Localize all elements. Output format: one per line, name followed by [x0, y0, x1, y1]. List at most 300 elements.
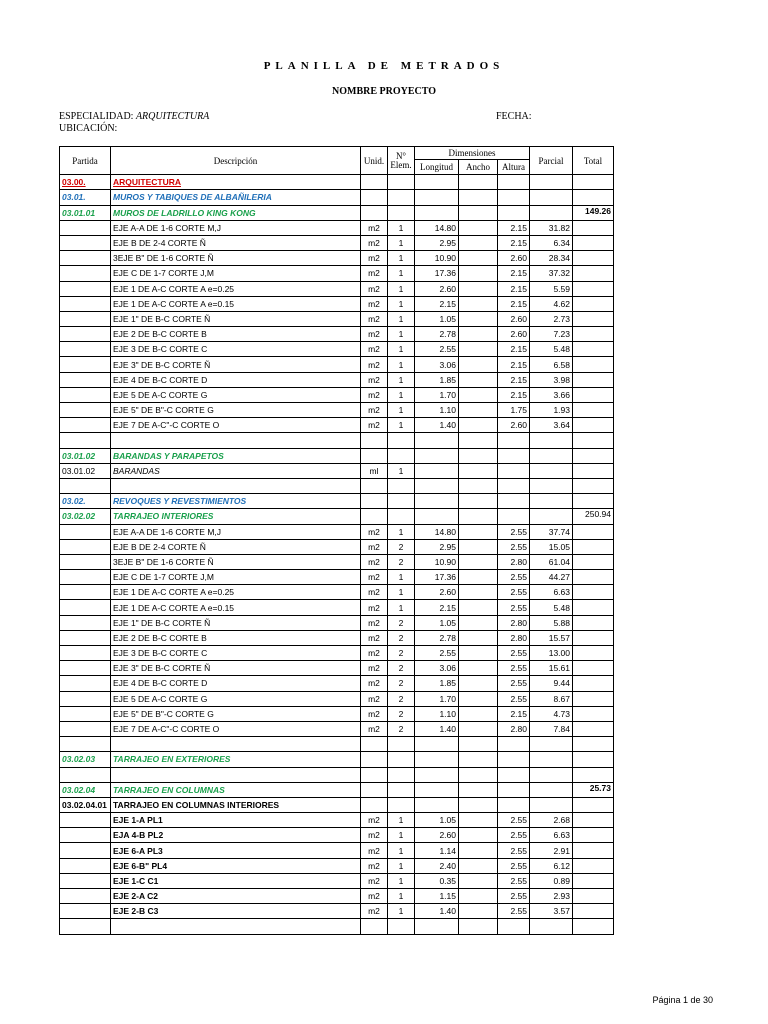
- partida-cell: [60, 327, 111, 342]
- total-cell: [573, 873, 614, 888]
- unid-cell: [361, 190, 388, 205]
- longitud-cell: [415, 509, 459, 524]
- altura-cell: 2.55: [498, 889, 530, 904]
- altura-cell: 2.55: [498, 904, 530, 919]
- table-row: [60, 220, 614, 235]
- document-title: PLANILLA DE METRADOS: [263, 60, 505, 72]
- descripcion-cell: EJE A-A DE 1-6 CORTE M,J: [111, 220, 361, 235]
- table-row: [60, 357, 614, 372]
- unid-cell: m2: [361, 266, 388, 281]
- parcial-cell: 6.12: [530, 858, 573, 873]
- ubicacion-label: UBICACIÓN:: [59, 123, 118, 134]
- parcial-cell: 7.23: [530, 327, 573, 342]
- altura-cell: [498, 509, 530, 524]
- total-cell: [573, 448, 614, 463]
- descripcion-cell: EJE 7 DE A-C"-C CORTE O: [111, 721, 361, 736]
- table-row: [60, 585, 614, 600]
- unid-cell: [361, 448, 388, 463]
- unid-cell: m2: [361, 372, 388, 387]
- altura-cell: 2.80: [498, 615, 530, 630]
- unid-cell: m2: [361, 615, 388, 630]
- partida-cell: [60, 646, 111, 661]
- parcial-cell: [530, 190, 573, 205]
- total-cell: [573, 585, 614, 600]
- longitud-cell: 10.90: [415, 554, 459, 569]
- partida-cell: [60, 433, 111, 448]
- longitud-cell: 2.55: [415, 342, 459, 357]
- partida-cell: [60, 873, 111, 888]
- altura-cell: [498, 175, 530, 190]
- table-row: [60, 494, 614, 509]
- table-row: [60, 630, 614, 645]
- total-cell: [573, 721, 614, 736]
- longitud-cell: 2.95: [415, 539, 459, 554]
- altura-cell: 2.55: [498, 585, 530, 600]
- table-row: [60, 372, 614, 387]
- partida-cell: [60, 676, 111, 691]
- elem-cell: 1: [388, 251, 415, 266]
- col-partida: Partida: [60, 147, 111, 175]
- partida-cell: 03.02.04.01: [60, 797, 111, 812]
- partida-cell: [60, 539, 111, 554]
- longitud-cell: 1.14: [415, 843, 459, 858]
- ancho-cell: [459, 889, 498, 904]
- descripcion-cell: EJE 1" DE B-C CORTE Ñ: [111, 311, 361, 326]
- elem-cell: [388, 478, 415, 493]
- elem-cell: [388, 448, 415, 463]
- parcial-cell: [530, 797, 573, 812]
- longitud-cell: [415, 919, 459, 934]
- descripcion-cell: REVOQUES Y REVESTIMIENTOS: [111, 494, 361, 509]
- parcial-cell: 13.00: [530, 646, 573, 661]
- unid-cell: [361, 752, 388, 767]
- partida-cell: 03.00.: [60, 175, 111, 190]
- parcial-cell: 2.91: [530, 843, 573, 858]
- altura-cell: 2.15: [498, 235, 530, 250]
- descripcion-cell: EJE 4 DE B-C CORTE D: [111, 372, 361, 387]
- table-row: [60, 554, 614, 569]
- total-cell: [573, 494, 614, 509]
- unid-cell: m2: [361, 858, 388, 873]
- altura-cell: 2.55: [498, 813, 530, 828]
- descripcion-cell: EJE 6-A PL3: [111, 843, 361, 858]
- unid-cell: m2: [361, 327, 388, 342]
- partida-cell: [60, 904, 111, 919]
- altura-cell: [498, 752, 530, 767]
- altura-cell: 2.15: [498, 372, 530, 387]
- unid-cell: m2: [361, 813, 388, 828]
- ancho-cell: [459, 463, 498, 478]
- longitud-cell: 2.40: [415, 858, 459, 873]
- unid-cell: m2: [361, 585, 388, 600]
- table-row: [60, 387, 614, 402]
- total-cell: [573, 478, 614, 493]
- unid-cell: m2: [361, 281, 388, 296]
- descripcion-cell: EJE 5" DE B"-C CORTE G: [111, 403, 361, 418]
- parcial-cell: 28.34: [530, 251, 573, 266]
- descripcion-cell: EJE 2 DE B-C CORTE B: [111, 630, 361, 645]
- ancho-cell: [459, 478, 498, 493]
- unid-cell: m2: [361, 296, 388, 311]
- partida-cell: [60, 478, 111, 493]
- altura-cell: 2.80: [498, 630, 530, 645]
- elem-cell: 2: [388, 615, 415, 630]
- longitud-cell: 2.60: [415, 828, 459, 843]
- partida-cell: [60, 554, 111, 569]
- longitud-cell: 1.05: [415, 813, 459, 828]
- ancho-cell: [459, 418, 498, 433]
- total-cell: [573, 524, 614, 539]
- altura-cell: [498, 190, 530, 205]
- descripcion-cell: 3EJE B" DE 1-6 CORTE Ñ: [111, 251, 361, 266]
- descripcion-cell: EJE 6-B" PL4: [111, 858, 361, 873]
- altura-cell: 2.80: [498, 554, 530, 569]
- unid-cell: ml: [361, 463, 388, 478]
- ancho-cell: [459, 615, 498, 630]
- altura-cell: 2.15: [498, 266, 530, 281]
- parcial-cell: 37.32: [530, 266, 573, 281]
- descripcion-cell: EJE 5 DE A-C CORTE G: [111, 387, 361, 402]
- descripcion-cell: TARRAJEO EN COLUMNAS INTERIORES: [111, 797, 361, 812]
- total-cell: [573, 372, 614, 387]
- total-cell: [573, 327, 614, 342]
- total-cell: [573, 889, 614, 904]
- partida-cell: [60, 570, 111, 585]
- partida-cell: 03.01.02: [60, 448, 111, 463]
- elem-cell: [388, 752, 415, 767]
- table-row: [60, 646, 614, 661]
- altura-cell: 2.60: [498, 327, 530, 342]
- ancho-cell: [459, 858, 498, 873]
- partida-cell: [60, 706, 111, 721]
- table-row: [60, 448, 614, 463]
- parcial-cell: 5.59: [530, 281, 573, 296]
- altura-cell: 2.15: [498, 281, 530, 296]
- partida-cell: 03.02.03: [60, 752, 111, 767]
- ancho-cell: [459, 721, 498, 736]
- total-cell: [573, 357, 614, 372]
- unid-cell: [361, 737, 388, 752]
- parcial-cell: 3.64: [530, 418, 573, 433]
- descripcion-cell: [111, 767, 361, 782]
- elem-cell: 2: [388, 721, 415, 736]
- ancho-cell: [459, 661, 498, 676]
- partida-cell: [60, 843, 111, 858]
- partida-cell: [60, 858, 111, 873]
- longitud-cell: 1.85: [415, 372, 459, 387]
- table-row: [60, 478, 614, 493]
- table-row: [60, 251, 614, 266]
- elem-cell: 1: [388, 357, 415, 372]
- elem-cell: 2: [388, 706, 415, 721]
- ancho-cell: [459, 175, 498, 190]
- parcial-cell: 8.67: [530, 691, 573, 706]
- elem-cell: 1: [388, 813, 415, 828]
- table-row: [60, 615, 614, 630]
- parcial-cell: 2.73: [530, 311, 573, 326]
- table-row: [60, 782, 614, 797]
- ancho-cell: [459, 539, 498, 554]
- ancho-cell: [459, 524, 498, 539]
- total-cell: [573, 615, 614, 630]
- total-cell: [573, 387, 614, 402]
- elem-cell: [388, 190, 415, 205]
- elem-cell: 1: [388, 372, 415, 387]
- unid-cell: [361, 175, 388, 190]
- col-parcial: Parcial: [530, 147, 573, 175]
- altura-cell: 2.15: [498, 387, 530, 402]
- unid-cell: m2: [361, 873, 388, 888]
- table-row: [60, 828, 614, 843]
- table-row: [60, 873, 614, 888]
- partida-cell: [60, 220, 111, 235]
- elem-cell: 1: [388, 858, 415, 873]
- altura-cell: [498, 205, 530, 220]
- total-cell: [573, 342, 614, 357]
- parcial-cell: [530, 919, 573, 934]
- descripcion-cell: EJE 2-A C2: [111, 889, 361, 904]
- especialidad-line: [59, 111, 209, 122]
- descripcion-cell: ARQUITECTURA: [111, 175, 361, 190]
- table-row: [60, 797, 614, 812]
- table-row: [60, 676, 614, 691]
- table-row: [60, 691, 614, 706]
- ancho-cell: [459, 813, 498, 828]
- parcial-cell: 15.05: [530, 539, 573, 554]
- parcial-cell: 1.93: [530, 403, 573, 418]
- partida-cell: 03.01.01: [60, 205, 111, 220]
- parcial-cell: 0.89: [530, 873, 573, 888]
- parcial-cell: 6.63: [530, 828, 573, 843]
- total-cell: [573, 828, 614, 843]
- longitud-cell: [415, 797, 459, 812]
- altura-cell: 2.55: [498, 873, 530, 888]
- unid-cell: [361, 205, 388, 220]
- descripcion-cell: EJE 1 DE A-C CORTE A e=0.25: [111, 585, 361, 600]
- parcial-cell: [530, 782, 573, 797]
- partida-cell: 03.01.02: [60, 463, 111, 478]
- descripcion-cell: EJE 3 DE B-C CORTE C: [111, 342, 361, 357]
- unid-cell: m2: [361, 706, 388, 721]
- ancho-cell: [459, 873, 498, 888]
- elem-cell: 2: [388, 691, 415, 706]
- altura-cell: [498, 478, 530, 493]
- ancho-cell: [459, 281, 498, 296]
- partida-cell: [60, 585, 111, 600]
- partida-cell: [60, 281, 111, 296]
- descripcion-cell: EJE C DE 1-7 CORTE J,M: [111, 266, 361, 281]
- altura-cell: [498, 767, 530, 782]
- total-cell: [573, 797, 614, 812]
- page-number: Página 1 de 30: [652, 995, 713, 1005]
- partida-cell: [60, 296, 111, 311]
- table-row: [60, 813, 614, 828]
- altura-cell: 2.15: [498, 296, 530, 311]
- longitud-cell: 1.40: [415, 418, 459, 433]
- ancho-cell: [459, 706, 498, 721]
- altura-cell: 2.15: [498, 706, 530, 721]
- ancho-cell: [459, 691, 498, 706]
- descripcion-cell: EJE C DE 1-7 CORTE J,M: [111, 570, 361, 585]
- longitud-cell: 2.55: [415, 646, 459, 661]
- total-cell: [573, 220, 614, 235]
- table-row: [60, 311, 614, 326]
- longitud-cell: 2.15: [415, 296, 459, 311]
- partida-cell: 03.02.: [60, 494, 111, 509]
- elem-cell: 1: [388, 311, 415, 326]
- longitud-cell: [415, 433, 459, 448]
- partida-cell: [60, 615, 111, 630]
- parcial-cell: [530, 433, 573, 448]
- ancho-cell: [459, 585, 498, 600]
- longitud-cell: [415, 205, 459, 220]
- longitud-cell: [415, 752, 459, 767]
- parcial-cell: 9.44: [530, 676, 573, 691]
- table-row: [60, 296, 614, 311]
- longitud-cell: 17.36: [415, 570, 459, 585]
- total-cell: [573, 266, 614, 281]
- unid-cell: m2: [361, 554, 388, 569]
- partida-cell: 03.02.04: [60, 782, 111, 797]
- parcial-cell: 44.27: [530, 570, 573, 585]
- altura-cell: 2.55: [498, 676, 530, 691]
- altura-cell: [498, 494, 530, 509]
- partida-cell: [60, 403, 111, 418]
- elem-cell: 1: [388, 266, 415, 281]
- unid-cell: m2: [361, 311, 388, 326]
- longitud-cell: 17.36: [415, 266, 459, 281]
- elem-cell: 2: [388, 646, 415, 661]
- table-row: [60, 706, 614, 721]
- elem-cell: 2: [388, 554, 415, 569]
- elem-cell: 1: [388, 843, 415, 858]
- parcial-cell: 4.73: [530, 706, 573, 721]
- unid-cell: [361, 767, 388, 782]
- elem-cell: 1: [388, 403, 415, 418]
- total-cell: [573, 570, 614, 585]
- altura-cell: [498, 433, 530, 448]
- elem-cell: [388, 919, 415, 934]
- ancho-cell: [459, 296, 498, 311]
- ancho-cell: [459, 904, 498, 919]
- altura-cell: 2.15: [498, 342, 530, 357]
- table-row: [60, 463, 614, 478]
- ancho-cell: [459, 646, 498, 661]
- col-elem: N° Elem.: [388, 147, 415, 175]
- parcial-cell: 5.48: [530, 600, 573, 615]
- altura-cell: 2.55: [498, 570, 530, 585]
- col-altura: Altura: [498, 160, 530, 175]
- table-row: [60, 904, 614, 919]
- descripcion-cell: EJE 3" DE B-C CORTE Ñ: [111, 357, 361, 372]
- table-row: [60, 205, 614, 220]
- ancho-cell: [459, 782, 498, 797]
- longitud-cell: [415, 190, 459, 205]
- longitud-cell: 1.70: [415, 387, 459, 402]
- col-ancho: Ancho: [459, 160, 498, 175]
- col-total: Total: [573, 147, 614, 175]
- unid-cell: m2: [361, 235, 388, 250]
- ancho-cell: [459, 752, 498, 767]
- ancho-cell: [459, 433, 498, 448]
- table-row: [60, 175, 614, 190]
- descripcion-cell: EJE B DE 2-4 CORTE Ñ: [111, 539, 361, 554]
- elem-cell: 1: [388, 600, 415, 615]
- total-cell: [573, 418, 614, 433]
- table-row: [60, 403, 614, 418]
- unid-cell: m2: [361, 220, 388, 235]
- table-row: [60, 600, 614, 615]
- longitud-cell: [415, 175, 459, 190]
- longitud-cell: [415, 463, 459, 478]
- ancho-cell: [459, 220, 498, 235]
- parcial-cell: 6.34: [530, 235, 573, 250]
- elem-cell: [388, 782, 415, 797]
- altura-cell: 2.55: [498, 691, 530, 706]
- descripcion-cell: EJE 1 DE A-C CORTE A e=0.25: [111, 281, 361, 296]
- total-cell: [573, 752, 614, 767]
- descripcion-cell: EJA 4-B PL2: [111, 828, 361, 843]
- elem-cell: 1: [388, 235, 415, 250]
- partida-cell: [60, 721, 111, 736]
- altura-cell: 2.55: [498, 828, 530, 843]
- longitud-cell: 1.10: [415, 403, 459, 418]
- unid-cell: [361, 509, 388, 524]
- parcial-cell: 15.61: [530, 661, 573, 676]
- unid-cell: m2: [361, 357, 388, 372]
- partida-cell: [60, 661, 111, 676]
- total-cell: [573, 630, 614, 645]
- parcial-cell: [530, 737, 573, 752]
- total-cell: [573, 251, 614, 266]
- total-cell: [573, 190, 614, 205]
- longitud-cell: 14.80: [415, 220, 459, 235]
- partida-cell: [60, 418, 111, 433]
- table-row: [60, 737, 614, 752]
- altura-cell: 2.60: [498, 311, 530, 326]
- ancho-cell: [459, 509, 498, 524]
- partida-cell: [60, 600, 111, 615]
- longitud-cell: 1.70: [415, 691, 459, 706]
- table-row: [60, 889, 614, 904]
- parcial-cell: [530, 448, 573, 463]
- elem-cell: 1: [388, 524, 415, 539]
- table-row: [60, 342, 614, 357]
- parcial-cell: 6.58: [530, 357, 573, 372]
- altura-cell: [498, 797, 530, 812]
- elem-cell: 1: [388, 904, 415, 919]
- unid-cell: m2: [361, 889, 388, 904]
- total-cell: [573, 691, 614, 706]
- unid-cell: m2: [361, 843, 388, 858]
- longitud-cell: [415, 478, 459, 493]
- ancho-cell: [459, 311, 498, 326]
- longitud-cell: [415, 782, 459, 797]
- elem-cell: 1: [388, 387, 415, 402]
- altura-cell: 2.15: [498, 220, 530, 235]
- total-cell: [573, 600, 614, 615]
- total-cell: [573, 403, 614, 418]
- unid-cell: [361, 919, 388, 934]
- elem-cell: [388, 797, 415, 812]
- ancho-cell: [459, 600, 498, 615]
- descripcion-cell: EJE 1-A PL1: [111, 813, 361, 828]
- elem-cell: [388, 433, 415, 448]
- ancho-cell: [459, 357, 498, 372]
- unid-cell: m2: [361, 721, 388, 736]
- ancho-cell: [459, 372, 498, 387]
- descripcion-cell: MUROS Y TABIQUES DE ALBAÑILERIA: [111, 190, 361, 205]
